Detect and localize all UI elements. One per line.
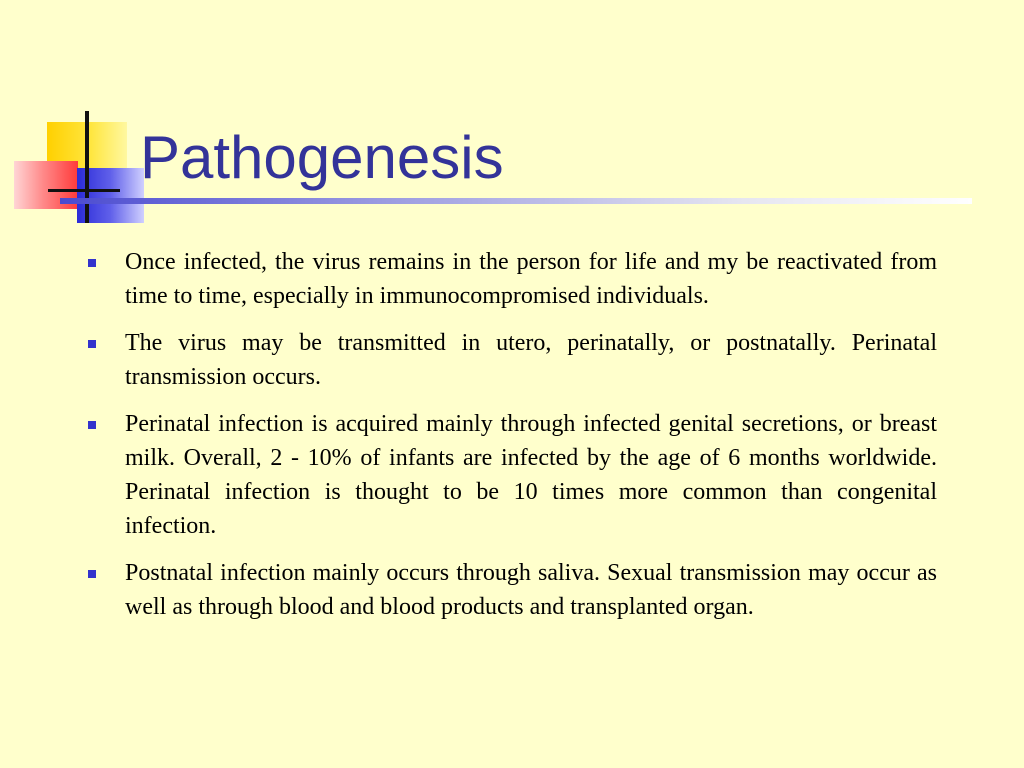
- bullet-text: The virus may be transmitted in utero, perinatally, or postnatally. Perinatal transmission occurs.: [125, 330, 937, 390]
- title-underline: [60, 198, 972, 204]
- bullet-item: [125, 245, 937, 313]
- bullet-list: [125, 245, 937, 637]
- bullet-item: [125, 407, 937, 543]
- bullet-text: Perinatal infection is acquired mainly through infected genital secretions, or breast milk. Overall, 2 - 10% of infants are infected by the age of 6 months worldwide. Perinatal infection is thought to be 10 times more common than congenital infection.: [125, 411, 937, 539]
- bullet-square-icon: [88, 340, 96, 348]
- decor-vertical-line: [85, 111, 89, 223]
- bullet-item: [125, 326, 937, 394]
- bullet-square-icon: [88, 259, 96, 267]
- bullet-square-icon: [88, 421, 96, 429]
- slide-title: Pathogenesis: [140, 124, 504, 191]
- bullet-text: Once infected, the virus remains in the person for life and my be reactivated from time to time, especially in immunocompromised individuals.: [125, 249, 937, 309]
- bullet-item: [125, 556, 937, 624]
- decor-horizontal-line: [48, 189, 120, 192]
- bullet-text: Postnatal infection mainly occurs through saliva. Sexual transmission may occur as well as through blood and blood products and transplanted organ.: [125, 560, 937, 620]
- bullet-square-icon: [88, 570, 96, 578]
